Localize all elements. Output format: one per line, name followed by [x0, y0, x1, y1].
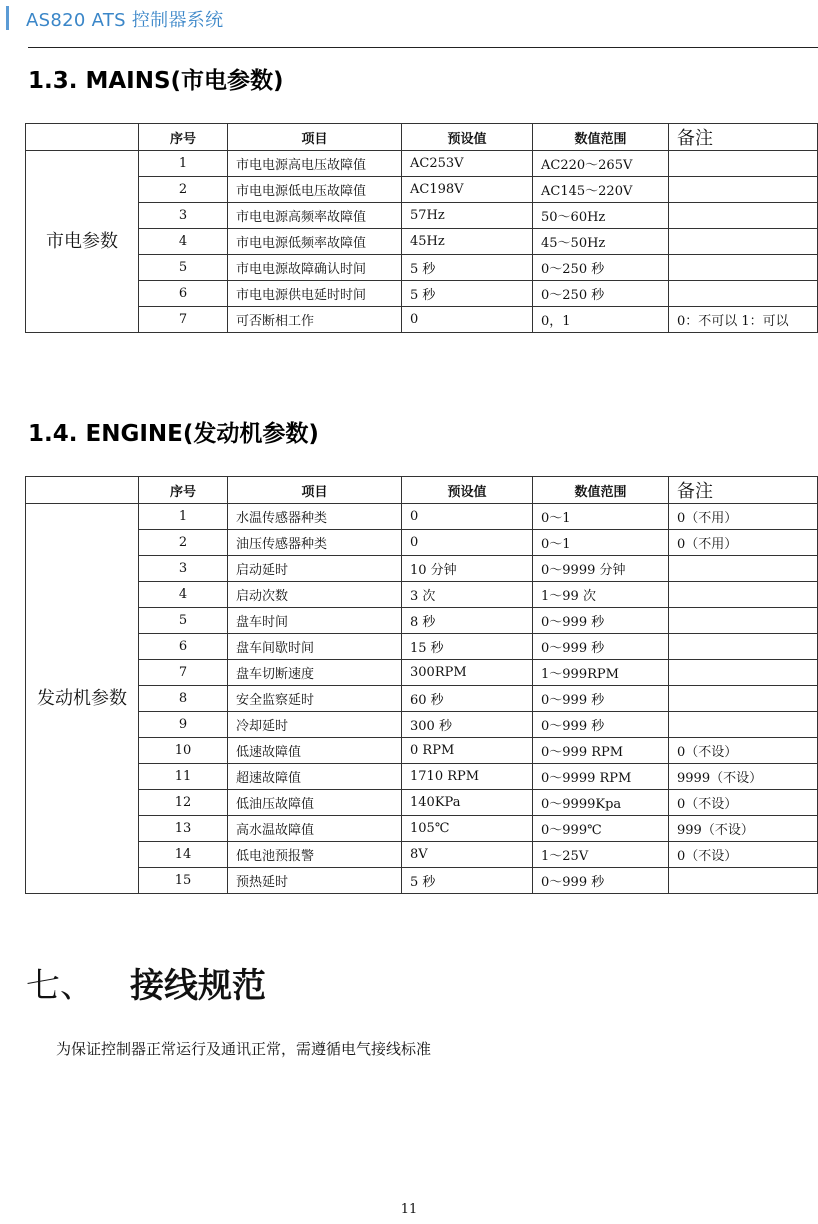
cell-no: 7 [139, 307, 228, 333]
cell-preset: 105℃ [402, 816, 533, 842]
cell-range: 0～999 秒 [533, 712, 669, 738]
cell-no: 1 [139, 151, 228, 177]
cell-note [669, 608, 818, 634]
cell-no: 11 [139, 764, 228, 790]
cell-no: 6 [139, 281, 228, 307]
table-row [26, 307, 818, 333]
cell-item: 市电电源低电压故障值 [228, 177, 402, 203]
column-header-item: 项目 [228, 124, 402, 151]
cell-no: 6 [139, 634, 228, 660]
cell-item: 盘车切断速度 [228, 660, 402, 686]
cell-note [669, 177, 818, 203]
cell-no: 13 [139, 816, 228, 842]
cell-item: 预热延时 [228, 868, 402, 894]
cell-no: 14 [139, 842, 228, 868]
cell-note: 0（不用） [669, 530, 818, 556]
table-row [26, 582, 818, 608]
cell-no: 3 [139, 556, 228, 582]
column-header-no: 序号 [139, 124, 228, 151]
column-header-note: 备注 [669, 477, 818, 504]
blank-header-cell [26, 477, 139, 504]
cell-range: 0～999 秒 [533, 608, 669, 634]
page-header [0, 0, 818, 50]
cell-preset: 0 [402, 307, 533, 333]
cell-item: 市电电源低频率故障值 [228, 229, 402, 255]
table-row [26, 608, 818, 634]
cell-range: 0～999 秒 [533, 634, 669, 660]
table-row [26, 660, 818, 686]
cell-no: 5 [139, 608, 228, 634]
cell-preset: 0 [402, 530, 533, 556]
cell-item: 可否断相工作 [228, 307, 402, 333]
cell-item: 低电池预报警 [228, 842, 402, 868]
cell-note: 0（不设） [669, 842, 818, 868]
cell-item: 市电电源高频率故障值 [228, 203, 402, 229]
column-header-preset: 预设值 [402, 124, 533, 151]
cell-note [669, 582, 818, 608]
table-row [26, 842, 818, 868]
cell-preset: 300RPM [402, 660, 533, 686]
cell-item: 高水温故障值 [228, 816, 402, 842]
cell-item: 市电电源高电压故障值 [228, 151, 402, 177]
cell-range: AC145～220V [533, 177, 669, 203]
cell-note [669, 151, 818, 177]
cell-note [669, 712, 818, 738]
cell-note: 9999（不设） [669, 764, 818, 790]
header-accent-bar [6, 6, 9, 30]
cell-item: 启动延时 [228, 556, 402, 582]
cell-item: 冷却延时 [228, 712, 402, 738]
table-row [26, 764, 818, 790]
column-header-no: 序号 [139, 477, 228, 504]
table-row [26, 816, 818, 842]
cell-range: AC220～265V [533, 151, 669, 177]
table-row [26, 556, 818, 582]
cell-item: 超速故障值 [228, 764, 402, 790]
cell-note [669, 255, 818, 281]
cell-preset: 8 秒 [402, 608, 533, 634]
group-label: 发动机参数 [26, 504, 139, 894]
cell-preset: 5 秒 [402, 255, 533, 281]
cell-item: 市电电源故障确认时间 [228, 255, 402, 281]
table-row [26, 504, 818, 530]
cell-no: 2 [139, 177, 228, 203]
cell-preset: 60 秒 [402, 686, 533, 712]
cell-range: 0～999℃ [533, 816, 669, 842]
table-row [26, 738, 818, 764]
table-row [26, 530, 818, 556]
cell-preset: 3 次 [402, 582, 533, 608]
cell-preset: 5 秒 [402, 281, 533, 307]
table-row [26, 229, 818, 255]
cell-note: 0（不设） [669, 790, 818, 816]
column-header-range: 数值范围 [533, 124, 669, 151]
cell-no: 12 [139, 790, 228, 816]
table-row [26, 868, 818, 894]
cell-no: 9 [139, 712, 228, 738]
cell-note [669, 660, 818, 686]
cell-range: 0～1 [533, 530, 669, 556]
page-number: 11 [400, 1202, 418, 1217]
cell-item: 市电电源供电延时时间 [228, 281, 402, 307]
cell-note: 0：不可以 1：可以 [669, 307, 818, 333]
cell-note [669, 868, 818, 894]
chapter-title: 接线规范 [130, 966, 266, 1006]
table-row [26, 790, 818, 816]
cell-range: 0～999 秒 [533, 868, 669, 894]
cell-note [669, 281, 818, 307]
cell-no: 7 [139, 660, 228, 686]
cell-range: 0～999 RPM [533, 738, 669, 764]
cell-note [669, 634, 818, 660]
cell-preset: 57Hz [402, 203, 533, 229]
cell-range: 45～50Hz [533, 229, 669, 255]
cell-no: 15 [139, 868, 228, 894]
cell-item: 水温传感器种类 [228, 504, 402, 530]
cell-item: 低油压故障值 [228, 790, 402, 816]
cell-note [669, 203, 818, 229]
mains-section-title: 1.3. MAINS(市电参数) [28, 68, 284, 94]
table-row [26, 634, 818, 660]
cell-range: 0～9999Kpa [533, 790, 669, 816]
table-row [26, 712, 818, 738]
cell-preset: 5 秒 [402, 868, 533, 894]
cell-range: 1～25V [533, 842, 669, 868]
cell-preset: 10 分钟 [402, 556, 533, 582]
cell-no: 4 [139, 229, 228, 255]
cell-item: 油压传感器种类 [228, 530, 402, 556]
header-title: AS820 ATS 控制器系统 [26, 10, 224, 31]
cell-note: 0（不设） [669, 738, 818, 764]
cell-no: 4 [139, 582, 228, 608]
engine-parameter-table [25, 476, 818, 894]
cell-range: 0，1 [533, 307, 669, 333]
cell-item: 盘车间歇时间 [228, 634, 402, 660]
table-row [26, 151, 818, 177]
cell-range: 0～1 [533, 504, 669, 530]
engine-section-title: 1.4. ENGINE(发动机参数) [28, 421, 319, 447]
blank-header-cell [26, 124, 139, 151]
cell-note: 0（不用） [669, 504, 818, 530]
mains-parameter-table [25, 123, 818, 333]
table-row [26, 281, 818, 307]
cell-no: 8 [139, 686, 228, 712]
group-label: 市电参数 [26, 151, 139, 333]
column-header-note: 备注 [669, 124, 818, 151]
cell-preset: 0 [402, 504, 533, 530]
table-row [26, 686, 818, 712]
cell-range: 0～250 秒 [533, 281, 669, 307]
cell-preset: 1710 RPM [402, 764, 533, 790]
cell-range: 50～60Hz [533, 203, 669, 229]
body-paragraph: 为保证控制器正常运行及通讯正常，需遵循电气接线标准 [56, 1040, 432, 1058]
cell-preset: 15 秒 [402, 634, 533, 660]
cell-item: 低速故障值 [228, 738, 402, 764]
header-divider [28, 47, 818, 48]
cell-preset: AC253V [402, 151, 533, 177]
cell-item: 盘车时间 [228, 608, 402, 634]
cell-preset: 140KPa [402, 790, 533, 816]
table-row [26, 203, 818, 229]
cell-item: 安全监察延时 [228, 686, 402, 712]
cell-note [669, 229, 818, 255]
cell-no: 2 [139, 530, 228, 556]
cell-range: 0～250 秒 [533, 255, 669, 281]
cell-item: 启动次数 [228, 582, 402, 608]
cell-no: 1 [139, 504, 228, 530]
cell-range: 0～999 秒 [533, 686, 669, 712]
cell-note [669, 556, 818, 582]
cell-no: 3 [139, 203, 228, 229]
table-row [26, 177, 818, 203]
cell-preset: AC198V [402, 177, 533, 203]
cell-range: 0～9999 RPM [533, 764, 669, 790]
cell-range: 1～999RPM [533, 660, 669, 686]
cell-note: 999（不设） [669, 816, 818, 842]
chapter-number: 七、 [26, 966, 94, 1006]
cell-preset: 300 秒 [402, 712, 533, 738]
table-header-row [26, 124, 818, 151]
table-header-row [26, 477, 818, 504]
cell-range: 0～9999 分钟 [533, 556, 669, 582]
column-header-item: 项目 [228, 477, 402, 504]
cell-no: 5 [139, 255, 228, 281]
cell-preset: 0 RPM [402, 738, 533, 764]
table-row [26, 255, 818, 281]
column-header-preset: 预设值 [402, 477, 533, 504]
cell-no: 10 [139, 738, 228, 764]
column-header-range: 数值范围 [533, 477, 669, 504]
cell-preset: 8V [402, 842, 533, 868]
cell-note [669, 686, 818, 712]
cell-preset: 45Hz [402, 229, 533, 255]
cell-range: 1～99 次 [533, 582, 669, 608]
